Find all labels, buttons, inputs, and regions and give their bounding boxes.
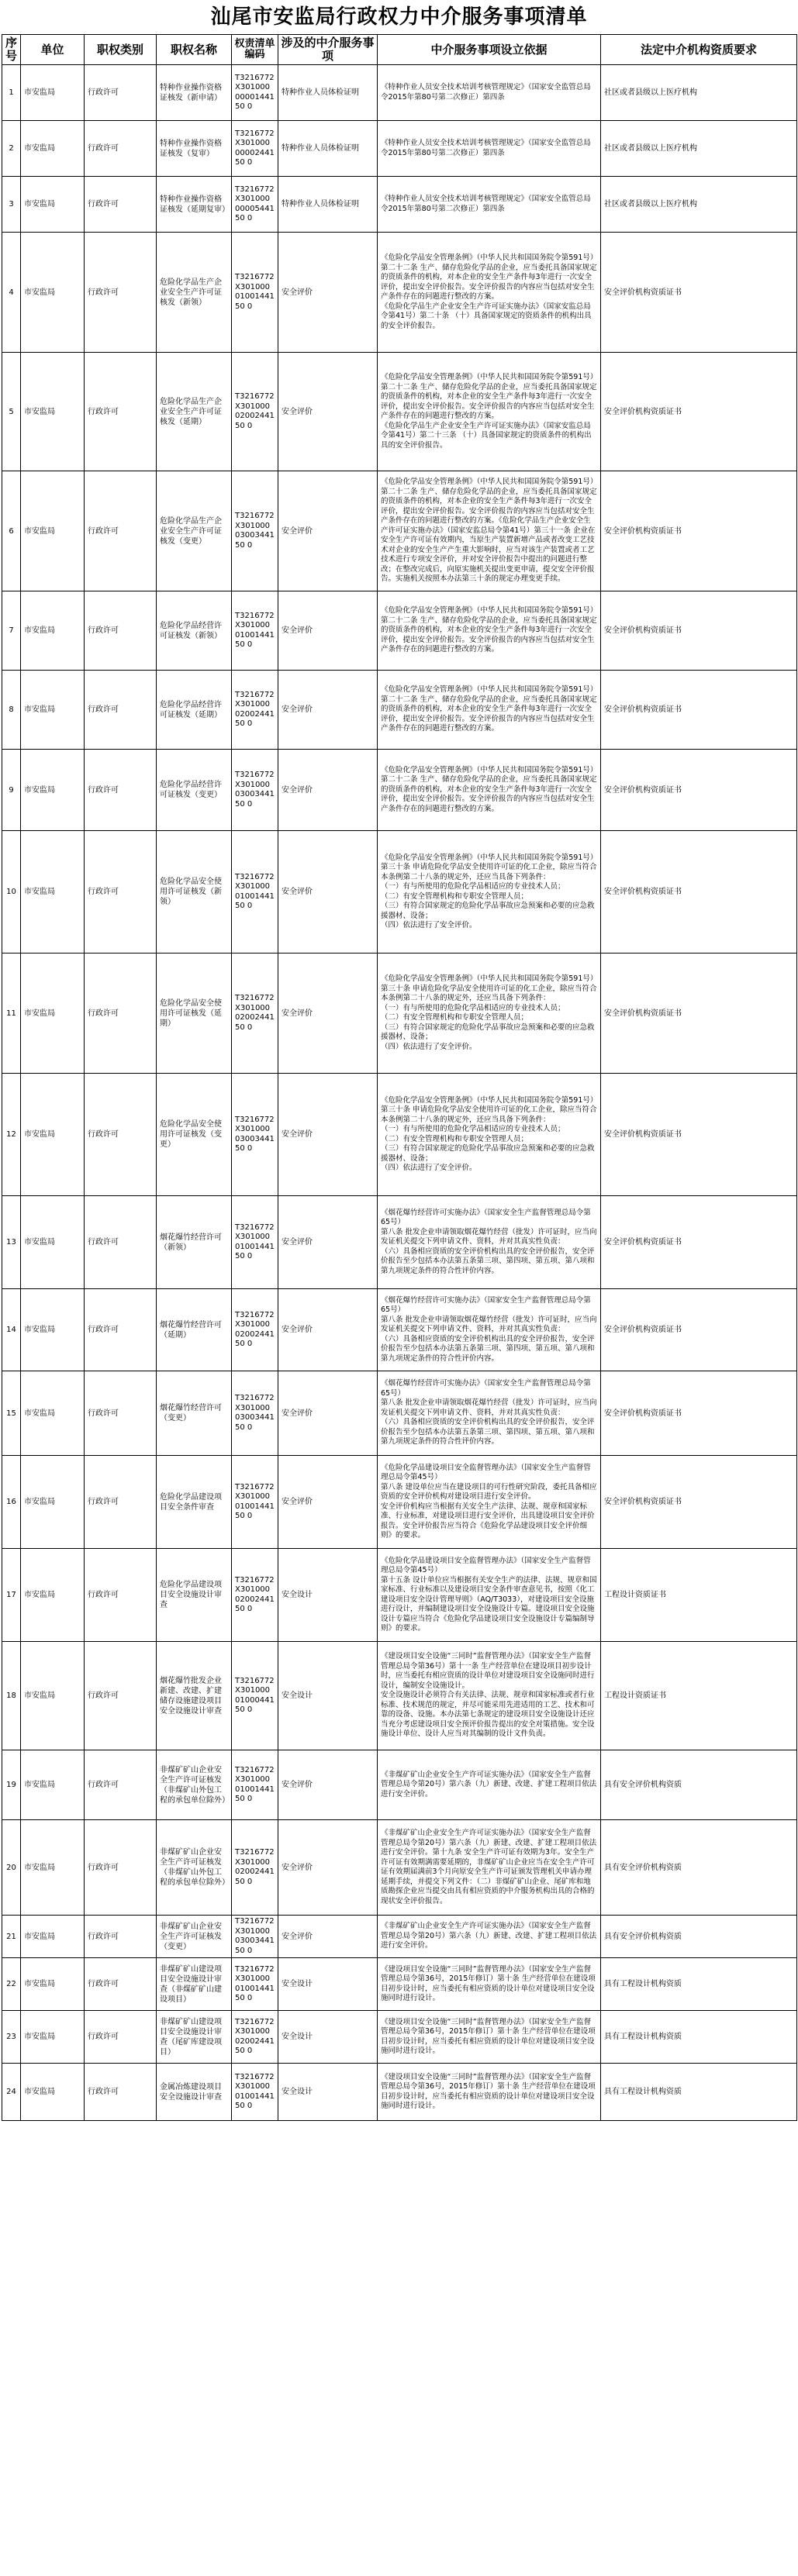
cell-service: 安全评价 bbox=[278, 1196, 378, 1289]
basis-paragraph: （六）具备相应资质的安全评价机构出具的安全评价报告，安全评价报告至少包括本办法第五条第三项、第四项、第五项、第八项和第九项规定条件的符合性评价内容。 bbox=[381, 1334, 595, 1363]
basis-paragraph: 《特种作业人员安全技术培训考核管理规定》（国家安全监管总局令2015年第80号第二次修正）第四条 bbox=[381, 83, 591, 102]
cell-unit: 市安监局 bbox=[21, 1958, 85, 2011]
table-row bbox=[2, 1820, 797, 1916]
cell-no: 7 bbox=[2, 591, 21, 671]
cell-name: 非煤矿矿山企业安全生产许可证核发（非煤矿山外包工程的承包单位除外） bbox=[157, 1820, 232, 1916]
cell-name: 特种作业操作资格证核发（复审） bbox=[157, 121, 232, 177]
cell-service: 安全设计 bbox=[278, 2011, 378, 2064]
table-row bbox=[2, 1958, 797, 2011]
basis-paragraph: （二）有安全管理机构和专职安全管理人员； bbox=[381, 1134, 529, 1143]
basis-paragraph: （四）依法进行了安全评价。 bbox=[381, 921, 477, 929]
table-row bbox=[2, 1289, 797, 1371]
cell-unit: 市安监局 bbox=[21, 471, 85, 591]
cell-code: T3216772X3010000100144150 0 bbox=[232, 831, 278, 953]
cell-qualification: 安全评价机构资质证书 bbox=[601, 1196, 797, 1289]
basis-paragraph: 《特种作业人员安全技术培训考核管理规定》（国家安全监管总局令2015年第80号第二次修正）第四条 bbox=[381, 195, 591, 213]
basis-paragraph: 《危险化学品建设项目安全监督管理办法》（国家安全生产监督管理总局令第45号） bbox=[381, 1463, 591, 1481]
cell-name: 危险化学品生产企业安全生产许可证核发（变更） bbox=[157, 471, 232, 591]
cell-code: T3216772X3010000300344150 0 bbox=[232, 1916, 278, 1958]
cell-code: T3216772X3010000100144150 0 bbox=[232, 233, 278, 353]
cell-unit: 市安监局 bbox=[21, 591, 85, 671]
table-row bbox=[2, 2064, 797, 2121]
cell-basis bbox=[378, 1820, 601, 1916]
basis-paragraph: 《非煤矿矿山企业安全生产许可证实施办法》（国家安全生产监督管理总局令第20号）第六条（九）新建、改建、扩建工程项目依法进行安全评价。 bbox=[381, 1770, 597, 1798]
cell-no: 11 bbox=[2, 953, 21, 1074]
cell-qualification: 安全评价机构资质证书 bbox=[601, 1371, 797, 1456]
basis-paragraph: 安全评价机构应当根据有关安全生产法律、法规、规章和国家标准、行业标准，对建设项目进行安全评价，出具建设项目安全评价报告。安全评价报告应当符合《危险化学品建设项目安全评价细则》的要求。 bbox=[381, 1502, 595, 1540]
cell-unit: 市安监局 bbox=[21, 750, 85, 831]
cell-no: 12 bbox=[2, 1074, 21, 1196]
cell-unit: 市安监局 bbox=[21, 1074, 85, 1196]
cell-basis bbox=[378, 233, 601, 353]
cell-service: 安全评价 bbox=[278, 233, 378, 353]
cell-qualification: 安全评价机构资质证书 bbox=[601, 1456, 797, 1549]
basis-paragraph: （四）依法进行了安全评价。 bbox=[381, 1164, 477, 1172]
cell-basis bbox=[378, 2011, 601, 2064]
cell-no: 1 bbox=[2, 65, 21, 121]
cell-no: 6 bbox=[2, 471, 21, 591]
service-items-table bbox=[2, 34, 797, 2121]
cell-unit: 市安监局 bbox=[21, 2064, 85, 2121]
table-row bbox=[2, 65, 797, 121]
table-body bbox=[2, 65, 797, 2121]
cell-no: 9 bbox=[2, 750, 21, 831]
header-no: 序号 bbox=[2, 35, 21, 65]
basis-paragraph: （三）有符合国家规定的危险化学品事故应急预案和必要的应急救援器材、设备； bbox=[381, 902, 595, 920]
cell-type: 行政许可 bbox=[85, 121, 157, 177]
cell-name: 特种作业操作资格证核发（新申请） bbox=[157, 65, 232, 121]
cell-unit: 市安监局 bbox=[21, 65, 85, 121]
cell-service: 安全评价 bbox=[278, 1289, 378, 1371]
basis-paragraph: 第三十条 申请危险化学品安全使用许可证的化工企业，除应当符合本条例第二十八条的规定外，还应当具备下列条件： bbox=[381, 984, 597, 1002]
cell-unit: 市安监局 bbox=[21, 121, 85, 177]
cell-service: 安全评价 bbox=[278, 750, 378, 831]
basis-paragraph: 《建设项目安全设施“三同时”监督管理办法》（国家安全生产监督管理总局令第36号）第十一条 生产经营单位在建设项目初步设计时，应当委托有相应资质的设计单位对建设项目安全设施同时进行设计，编制安全设施设计。 bbox=[381, 1652, 595, 1690]
basis-paragraph: 《危险化学品安全管理条例》（中华人民共和国国务院令第591号）第二十二条 生产、储存危险化学品的企业，应当委托具备国家规定的资质条件的机构，对本企业的安全生产条件每3年进行一次安全评价，提出安全评价报告。安全评价报告的内容应当包括对安全生产条件存在的问题进行整改的方案。 bbox=[381, 606, 597, 654]
cell-no: 18 bbox=[2, 1642, 21, 1750]
cell-name: 非煤矿矿山企业安全生产许可证核发（非煤矿山外包工程的承包单位除外） bbox=[157, 1750, 232, 1820]
cell-code: T3216772X3010000100144150 0 bbox=[232, 1958, 278, 2011]
basis-paragraph: 《烟花爆竹经营许可实施办法》（国家安全生产监督管理总局令第65号） bbox=[381, 1295, 591, 1315]
cell-type: 行政许可 bbox=[85, 471, 157, 591]
cell-no: 24 bbox=[2, 2064, 21, 2121]
cell-basis bbox=[378, 177, 601, 233]
cell-no: 14 bbox=[2, 1289, 21, 1371]
cell-name: 危险化学品生产企业安全生产许可证核发（新领） bbox=[157, 233, 232, 353]
cell-basis bbox=[378, 65, 601, 121]
cell-service: 安全设计 bbox=[278, 1642, 378, 1750]
cell-service: 安全评价 bbox=[278, 1750, 378, 1820]
cell-service: 安全设计 bbox=[278, 1549, 378, 1642]
cell-qualification: 安全评价机构资质证书 bbox=[601, 591, 797, 671]
basis-paragraph: 第八条 建设单位应当在建设项目的可行性研究阶段，委托具备相应资质的安全评价机构对建设项目进行安全评价。 bbox=[381, 1482, 597, 1501]
cell-service: 安全评价 bbox=[278, 1916, 378, 1958]
cell-code: T3216772X3010000300344150 0 bbox=[232, 1074, 278, 1196]
table-row bbox=[2, 353, 797, 471]
cell-qualification: 具有安全评价机构资质 bbox=[601, 1916, 797, 1958]
cell-qualification: 具有工程设计机构资质 bbox=[601, 2064, 797, 2121]
cell-name: 危险化学品经营许可证核发（新领） bbox=[157, 591, 232, 671]
cell-name: 危险化学品安全使用许可证核发（延期） bbox=[157, 953, 232, 1074]
cell-service: 安全评价 bbox=[278, 1371, 378, 1456]
table-row bbox=[2, 1074, 797, 1196]
cell-name: 非煤矿矿山建设项目安全设施设计审查（非煤矿矿山建设项目） bbox=[157, 1958, 232, 2011]
basis-paragraph: 《危险化学品安全管理条例》（中华人民共和国国务院令第591号） bbox=[381, 1095, 598, 1105]
cell-name: 危险化学品安全使用许可证核发（新领） bbox=[157, 831, 232, 953]
cell-basis bbox=[378, 121, 601, 177]
cell-unit: 市安监局 bbox=[21, 1196, 85, 1289]
cell-no: 16 bbox=[2, 1456, 21, 1549]
cell-no: 19 bbox=[2, 1750, 21, 1820]
cell-no: 21 bbox=[2, 1916, 21, 1958]
header-unit: 单位 bbox=[21, 35, 85, 65]
cell-name: 烟花爆竹经营许可（延期） bbox=[157, 1289, 232, 1371]
header-qualification: 法定中介机构资质要求 bbox=[601, 35, 797, 65]
cell-code: T3216772X3010000300344150 0 bbox=[232, 750, 278, 831]
basis-paragraph: 《建设项目安全设施“三同时”监督管理办法》（国家安全生产监督管理总局令第36号，2015年修订）第十条 生产经营单位在建设项目初步设计时，应当委托有相应资质的设计单位对建设项目安全设施同时进行设计。 bbox=[381, 1964, 596, 2002]
cell-no: 15 bbox=[2, 1371, 21, 1456]
table-row bbox=[2, 121, 797, 177]
cell-name: 危险化学品安全使用许可证核发（变更） bbox=[157, 1074, 232, 1196]
table-row bbox=[2, 1642, 797, 1750]
cell-basis bbox=[378, 1196, 601, 1289]
cell-no: 22 bbox=[2, 1958, 21, 2011]
cell-code: T3216772X3010000200244150 0 bbox=[232, 1820, 278, 1916]
cell-name: 危险化学品建设项目安全设施设计审查 bbox=[157, 1549, 232, 1642]
basis-paragraph: 《危险化学品安全管理条例》（中华人民共和国国务院令第591号）第二十二条 生产、储存危险化学品的企业，应当委托具备国家规定的资质条件的机构，对本企业的安全生产条件每3年进行一次安全评价，提出安全评价报告。安全评价报告的内容应当包括对安全生产条件存在的问题进行整改的方案。 bbox=[381, 765, 597, 813]
cell-code: T3216772X3010000000544150 0 bbox=[232, 177, 278, 233]
cell-type: 行政许可 bbox=[85, 1289, 157, 1371]
header-code: 权责清单编码 bbox=[232, 35, 278, 65]
cell-code: T3216772X3010000100144150 0 bbox=[232, 591, 278, 671]
cell-no: 4 bbox=[2, 233, 21, 353]
basis-paragraph: 第三十条 申请危险化学品安全使用许可证的化工企业，除应当符合本条例第二十八条的规定外，还应当具备下列条件： bbox=[381, 863, 597, 881]
cell-qualification: 安全评价机构资质证书 bbox=[601, 750, 797, 831]
cell-code: T3216772X3010000200244150 0 bbox=[232, 2011, 278, 2064]
basis-paragraph: 《危险化学品安全管理条例》（中华人民共和国国务院令第591号）第二十二条 生产、储存危险化学品的企业，应当委托具备国家规定的资质条件的机构，对本企业的安全生产条件每3年进行一次安全评价，提出安全评价报告。安全评价报告的内容应当包括对安全生产条件存在的问题进行整改的方案。《危险化学品生产企业安全生产许可证实施办法》（国家安监总局令第41号）第三十一条 企业在安全生产许可证有效期内，当原生产装置新增产品或者改变工艺技术对企业的安全生产产生重大影响时，应当对该生产装置或者工艺技术进行专项安全评价，并对安全评价报告中提出的问题进行整改；在整改完成后，向原实施机关提出变更申请，提交安全评价报告。实施机关按照本办法第三十条的规定办理变更手续。 bbox=[381, 478, 597, 584]
table-row bbox=[2, 831, 797, 953]
basis-paragraph: 《非煤矿矿山企业安全生产许可证实施办法》（国家安全生产监督管理总局令第20号）第六条（九）新建、改建、扩建工程项目依法进行安全评价。 bbox=[381, 1922, 597, 1950]
basis-paragraph: 《危险化学品安全管理条例》（中华人民共和国国务院令第591号）第二十二条 生产、储存危险化学品的企业，应当委托具备国家规定的资质条件的机构，对本企业的安全生产条件每3年进行一次安全评价，提出安全评价报告。安全评价报告的内容应当包括对安全生产条件存在的问题进行整改的方案。 bbox=[381, 373, 597, 420]
cell-service: 特种作业人员体检证明 bbox=[278, 121, 378, 177]
cell-name: 非煤矿矿山建设项目安全设施设计审查（尾矿库建设项目） bbox=[157, 2011, 232, 2064]
cell-basis bbox=[378, 831, 601, 953]
cell-basis bbox=[378, 671, 601, 750]
basis-paragraph: 《危险化学品安全管理条例》（中华人民共和国国务院令第591号）第二十二条 生产、储存危险化学品的企业，应当委托具备国家规定的资质条件的机构，对本企业的安全生产条件每3年进行一次安全评价，提出安全评价报告。安全评价报告的内容应当包括对安全生产条件存在的问题进行整改的方案。 bbox=[381, 685, 597, 733]
basis-paragraph: 《烟花爆竹经营许可实施办法》（国家安全生产监督管理总局令第65号） bbox=[381, 1379, 591, 1398]
cell-code: T3216772X3010000200244150 0 bbox=[232, 353, 278, 471]
cell-code: T3216772X3010000300344150 0 bbox=[232, 471, 278, 591]
cell-code: T3216772X3010000100044150 0 bbox=[232, 1642, 278, 1750]
cell-unit: 市安监局 bbox=[21, 1642, 85, 1750]
cell-type: 行政许可 bbox=[85, 671, 157, 750]
basis-paragraph: （三）有符合国家规定的危险化学品事故应急预案和必要的应急救援器材、设备； bbox=[381, 1144, 595, 1163]
cell-service: 安全评价 bbox=[278, 1820, 378, 1916]
cell-type: 行政许可 bbox=[85, 1642, 157, 1750]
cell-no: 2 bbox=[2, 121, 21, 177]
cell-qualification: 安全评价机构资质证书 bbox=[601, 671, 797, 750]
basis-paragraph: 《危险化学品建设项目安全监督管理办法》（国家安全生产监督管理总局令第45号） bbox=[381, 1556, 591, 1574]
table-row bbox=[2, 591, 797, 671]
basis-paragraph: 第八条 批发企业申请领取烟花爆竹经营（批发）许可证时，应当向发证机关提交下列申请文件、资料，并对其真实性负责： bbox=[381, 1315, 597, 1334]
cell-no: 10 bbox=[2, 831, 21, 953]
cell-basis bbox=[378, 2064, 601, 2121]
header-basis: 中介服务事项设立依据 bbox=[378, 35, 601, 65]
table-row bbox=[2, 750, 797, 831]
basis-paragraph: 《危险化学品生产企业安全生产许可证实施办法》（国家安监总局令第41号）第二十条 （十）具备国家规定的资质条件的机构出具的安全评价报告。 bbox=[381, 302, 592, 330]
cell-unit: 市安监局 bbox=[21, 353, 85, 471]
cell-unit: 市安监局 bbox=[21, 1916, 85, 1958]
cell-no: 5 bbox=[2, 353, 21, 471]
cell-qualification: 工程设计资质证书 bbox=[601, 1642, 797, 1750]
cell-basis bbox=[378, 750, 601, 831]
cell-type: 行政许可 bbox=[85, 591, 157, 671]
cell-code: T3216772X3010000000244150 0 bbox=[232, 121, 278, 177]
cell-code: T3216772X3010000200244150 0 bbox=[232, 1289, 278, 1371]
cell-type: 行政许可 bbox=[85, 2011, 157, 2064]
cell-basis bbox=[378, 1750, 601, 1820]
cell-name: 金属冶炼建设项目安全设施设计审查 bbox=[157, 2064, 232, 2121]
cell-code: T3216772X3010000300344150 0 bbox=[232, 1371, 278, 1456]
cell-type: 行政许可 bbox=[85, 1371, 157, 1456]
table-row bbox=[2, 1750, 797, 1820]
basis-paragraph: （六）具备相应资质的安全评价机构出具的安全评价报告，安全评价报告至少包括本办法第五条第三项、第四项、第五项、第八项和第九项规定条件的符合性评价内容。 bbox=[381, 1418, 595, 1447]
cell-basis bbox=[378, 1549, 601, 1642]
cell-type: 行政许可 bbox=[85, 1549, 157, 1642]
cell-qualification: 社区或者县级以上医疗机构 bbox=[601, 121, 797, 177]
cell-code: T3216772X3010000100144150 0 bbox=[232, 2064, 278, 2121]
cell-basis bbox=[378, 1916, 601, 1958]
cell-service: 安全评价 bbox=[278, 471, 378, 591]
basis-paragraph: （一）有与所使用的危险化学品相适应的专业技术人员； bbox=[381, 882, 565, 891]
basis-paragraph: （二）有安全管理机构和专职安全管理人员； bbox=[381, 1013, 529, 1022]
cell-qualification: 安全评价机构资质证书 bbox=[601, 1074, 797, 1196]
cell-service: 安全评价 bbox=[278, 671, 378, 750]
cell-unit: 市安监局 bbox=[21, 177, 85, 233]
cell-unit: 市安监局 bbox=[21, 1456, 85, 1549]
basis-paragraph: 《建设项目安全设施“三同时”监督管理办法》（国家安全生产监督管理总局令第36号，2015年修订）第十条 生产经营单位在建设项目初步设计时，应当委托有相应资质的设计单位对建设项目安全设施同时进行设计。 bbox=[381, 2017, 596, 2055]
cell-basis bbox=[378, 1958, 601, 2011]
header-service: 涉及的中介服务事项 bbox=[278, 35, 378, 65]
cell-qualification: 安全评价机构资质证书 bbox=[601, 831, 797, 953]
cell-type: 行政许可 bbox=[85, 353, 157, 471]
cell-type: 行政许可 bbox=[85, 831, 157, 953]
basis-paragraph: 第八条 批发企业申请领取烟花爆竹经营（批发）许可证时，应当向发证机关提交下列申请文件、资料，并对其真实性负责： bbox=[381, 1398, 597, 1417]
header-row bbox=[2, 35, 797, 65]
basis-paragraph: 《建设项目安全设施“三同时”监督管理办法》（国家安全生产监督管理总局令第36号，2015年修订）第十条 生产经营单位在建设项目初步设计时，应当委托有相应资质的设计单位对建设项目安全设施同时进行设计。 bbox=[381, 2072, 596, 2110]
cell-unit: 市安监局 bbox=[21, 233, 85, 353]
cell-no: 17 bbox=[2, 1549, 21, 1642]
cell-service: 安全评价 bbox=[278, 1456, 378, 1549]
basis-paragraph: 《危险化学品生产企业安全生产许可证实施办法》（国家安监总局令第41号）第二十三条 （十）具备国家规定的资质条件的机构出具的安全评价报告。 bbox=[381, 421, 592, 450]
cell-name: 危险化学品建设项目安全条件审查 bbox=[157, 1456, 232, 1549]
cell-service: 安全评价 bbox=[278, 953, 378, 1074]
table-row bbox=[2, 1196, 797, 1289]
cell-basis bbox=[378, 591, 601, 671]
cell-no: 3 bbox=[2, 177, 21, 233]
cell-qualification: 安全评价机构资质证书 bbox=[601, 953, 797, 1074]
cell-type: 行政许可 bbox=[85, 177, 157, 233]
cell-name: 烟花爆竹经营许可（变更） bbox=[157, 1371, 232, 1456]
cell-type: 行政许可 bbox=[85, 1820, 157, 1916]
cell-code: T3216772X3010000100144150 0 bbox=[232, 1196, 278, 1289]
cell-basis bbox=[378, 1371, 601, 1456]
cell-type: 行政许可 bbox=[85, 1456, 157, 1549]
cell-service: 安全设计 bbox=[278, 2064, 378, 2121]
cell-unit: 市安监局 bbox=[21, 2011, 85, 2064]
cell-name: 烟花爆竹批发企业新建、改建、扩建储存设施建设项目安全设施设计审查 bbox=[157, 1642, 232, 1750]
cell-name: 危险化学品经营许可证核发（变更） bbox=[157, 750, 232, 831]
basis-paragraph: 第八条 批发企业申请领取烟花爆竹经营（批发）许可证时，应当向发证机关提交下列申请文件、资料，并对其真实性负责： bbox=[381, 1227, 597, 1247]
basis-paragraph: 《危险化学品安全管理条例》（中华人民共和国国务院令第591号） bbox=[381, 853, 598, 862]
cell-name: 特种作业操作资格证核发（延期复审） bbox=[157, 177, 232, 233]
basis-paragraph: （三）有符合国家规定的危险化学品事故应急预案和必要的应急救援器材、设备； bbox=[381, 1022, 595, 1041]
table-row bbox=[2, 1916, 797, 1958]
page-title: 汕尾市安监局行政权力中介服务事项清单 bbox=[210, 5, 588, 29]
table-row bbox=[2, 671, 797, 750]
cell-qualification: 社区或者县级以上医疗机构 bbox=[601, 177, 797, 233]
cell-type: 行政许可 bbox=[85, 2064, 157, 2121]
basis-paragraph: 《危险化学品安全管理条例》（中华人民共和国国务院令第591号） bbox=[381, 974, 598, 983]
cell-basis bbox=[378, 1456, 601, 1549]
cell-qualification: 安全评价机构资质证书 bbox=[601, 353, 797, 471]
cell-type: 行政许可 bbox=[85, 750, 157, 831]
cell-service: 安全评价 bbox=[278, 353, 378, 471]
cell-name: 危险化学品经营许可证核发（延期） bbox=[157, 671, 232, 750]
basis-paragraph: （四）依法进行了安全评价。 bbox=[381, 1042, 477, 1051]
cell-code: T3216772X3010000000144150 0 bbox=[232, 65, 278, 121]
cell-qualification: 具有工程设计机构资质 bbox=[601, 2011, 797, 2064]
basis-paragraph: （二）有安全管理机构和专职安全管理人员； bbox=[381, 891, 529, 901]
basis-paragraph: 第十五条 设计单位应当根据有关安全生产的法律、法规、规章和国家标准、行业标准以及建设项目安全条件审查意见书，按照《化工建设项目安全设计管理导则》（AQ/T3033），对建设项目安全设施进行设计，并编制建设项目安全设施设计专篇。建设项目安全设施设计专篇应当符合《危险化学品建设项目安全设施设计专篇编制导则》的要求。 bbox=[381, 1575, 597, 1633]
cell-unit: 市安监局 bbox=[21, 671, 85, 750]
cell-code: T3216772X3010000100144150 0 bbox=[232, 1456, 278, 1549]
cell-basis bbox=[378, 953, 601, 1074]
cell-basis bbox=[378, 1074, 601, 1196]
cell-qualification: 社区或者县级以上医疗机构 bbox=[601, 65, 797, 121]
cell-type: 行政许可 bbox=[85, 1074, 157, 1196]
cell-qualification: 安全评价机构资质证书 bbox=[601, 471, 797, 591]
cell-service: 安全设计 bbox=[278, 1958, 378, 2011]
cell-type: 行政许可 bbox=[85, 1958, 157, 2011]
cell-basis bbox=[378, 1642, 601, 1750]
table-row bbox=[2, 1371, 797, 1456]
header-name: 职权名称 bbox=[157, 35, 232, 65]
basis-paragraph: 第三十条 申请危险化学品安全使用许可证的化工企业，除应当符合本条例第二十八条的规定外，还应当具备下列条件： bbox=[381, 1105, 597, 1124]
cell-unit: 市安监局 bbox=[21, 1750, 85, 1820]
cell-type: 行政许可 bbox=[85, 233, 157, 353]
table-row bbox=[2, 1456, 797, 1549]
header-type: 职权类别 bbox=[85, 35, 157, 65]
cell-no: 23 bbox=[2, 2011, 21, 2064]
cell-basis bbox=[378, 353, 601, 471]
cell-no: 8 bbox=[2, 671, 21, 750]
basis-paragraph: 《危险化学品安全管理条例》（中华人民共和国国务院令第591号）第二十二条 生产、储存危险化学品的企业，应当委托具备国家规定的资质条件的机构，对本企业的安全生产条件每3年进行一次安全评价，提出安全评价报告。安全评价报告的内容应当包括对安全生产条件存在的问题进行整改的方案。 bbox=[381, 253, 597, 301]
cell-unit: 市安监局 bbox=[21, 1820, 85, 1916]
table-row bbox=[2, 953, 797, 1074]
cell-qualification: 具有安全评价机构资质 bbox=[601, 1820, 797, 1916]
cell-basis bbox=[378, 471, 601, 591]
table-row bbox=[2, 233, 797, 353]
cell-unit: 市安监局 bbox=[21, 831, 85, 953]
cell-unit: 市安监局 bbox=[21, 1289, 85, 1371]
table-row bbox=[2, 2011, 797, 2064]
cell-code: T3216772X3010000100144150 0 bbox=[232, 1750, 278, 1820]
basis-paragraph: （六）具备相应资质的安全评价机构出具的安全评价报告，安全评价报告至少包括本办法第五条第三项、第四项、第五项、第八项和第九项规定条件的符合性评价内容。 bbox=[381, 1247, 595, 1275]
cell-qualification: 具有工程设计机构资质 bbox=[601, 1958, 797, 2011]
cell-basis bbox=[378, 1289, 601, 1371]
cell-unit: 市安监局 bbox=[21, 953, 85, 1074]
cell-code: T3216772X3010000200244150 0 bbox=[232, 953, 278, 1074]
basis-paragraph: 《非煤矿矿山企业安全生产许可证实施办法》（国家安全生产监督管理总局令第20号）第六条（九）新建、改建、扩建工程项目依法进行安全评价。第十九条 安全生产许可证有效期为3年。安全生产许可证有效期满需要延期的，非煤矿矿山企业应当在安全生产许可证有效期届满前3个月向原安全生产许可证颁发管理机关申请办理延期手续，并提交下列文件：（二）非煤矿矿山企业、尾矿库和地质勘探企业应当提交由具有相应资质的中介服务机构出具的合格的现状安全评价报告。 bbox=[381, 1829, 597, 1905]
cell-code: T3216772X3010000200244150 0 bbox=[232, 1549, 278, 1642]
cell-qualification: 工程设计资质证书 bbox=[601, 1549, 797, 1642]
cell-service: 安全评价 bbox=[278, 1074, 378, 1196]
basis-paragraph: 《特种作业人员安全技术培训考核管理规定》（国家安全监管总局令2015年第80号第二次修正）第四条 bbox=[381, 139, 591, 157]
cell-type: 行政许可 bbox=[85, 953, 157, 1074]
cell-type: 行政许可 bbox=[85, 1196, 157, 1289]
basis-paragraph: 安全设施设计必须符合有关法律、法规、规章和国家标准或者行业标准、技术规范的规定，并尽可能采用先进适用的工艺、技术和可靠的设备、设施。本办法第七条规定的建设项目安全设施设计还应当充分考虑建设项目安全预评价报告提出的安全对策措施。安全设施设计单位、设计人应当对其编制的设计文件负责。 bbox=[381, 1691, 595, 1739]
cell-qualification: 安全评价机构资质证书 bbox=[601, 1289, 797, 1371]
table-row bbox=[2, 177, 797, 233]
cell-name: 烟花爆竹经营许可（新领） bbox=[157, 1196, 232, 1289]
cell-service: 特种作业人员体检证明 bbox=[278, 177, 378, 233]
cell-type: 行政许可 bbox=[85, 65, 157, 121]
cell-no: 20 bbox=[2, 1820, 21, 1916]
cell-name: 非煤矿矿山企业安全生产许可证核发（变更） bbox=[157, 1916, 232, 1958]
cell-service: 安全评价 bbox=[278, 591, 378, 671]
cell-qualification: 安全评价机构资质证书 bbox=[601, 233, 797, 353]
basis-paragraph: （一）有与所使用的危险化学品相适应的专业技术人员； bbox=[381, 1125, 565, 1133]
cell-name: 危险化学品生产企业安全生产许可证核发（延期） bbox=[157, 353, 232, 471]
table-row bbox=[2, 1549, 797, 1642]
cell-service: 特种作业人员体检证明 bbox=[278, 65, 378, 121]
cell-type: 行政许可 bbox=[85, 1750, 157, 1820]
cell-service: 安全评价 bbox=[278, 831, 378, 953]
basis-paragraph: 《烟花爆竹经营许可实施办法》（国家安全生产监督管理总局令第65号） bbox=[381, 1208, 591, 1227]
basis-paragraph: （一）有与所使用的危险化学品相适应的专业技术人员； bbox=[381, 1003, 565, 1012]
table-row bbox=[2, 471, 797, 591]
cell-unit: 市安监局 bbox=[21, 1549, 85, 1642]
cell-qualification: 具有安全评价机构资质 bbox=[601, 1750, 797, 1820]
cell-type: 行政许可 bbox=[85, 1916, 157, 1958]
cell-no: 13 bbox=[2, 1196, 21, 1289]
cell-code: T3216772X3010000200244150 0 bbox=[232, 671, 278, 750]
cell-unit: 市安监局 bbox=[21, 1371, 85, 1456]
